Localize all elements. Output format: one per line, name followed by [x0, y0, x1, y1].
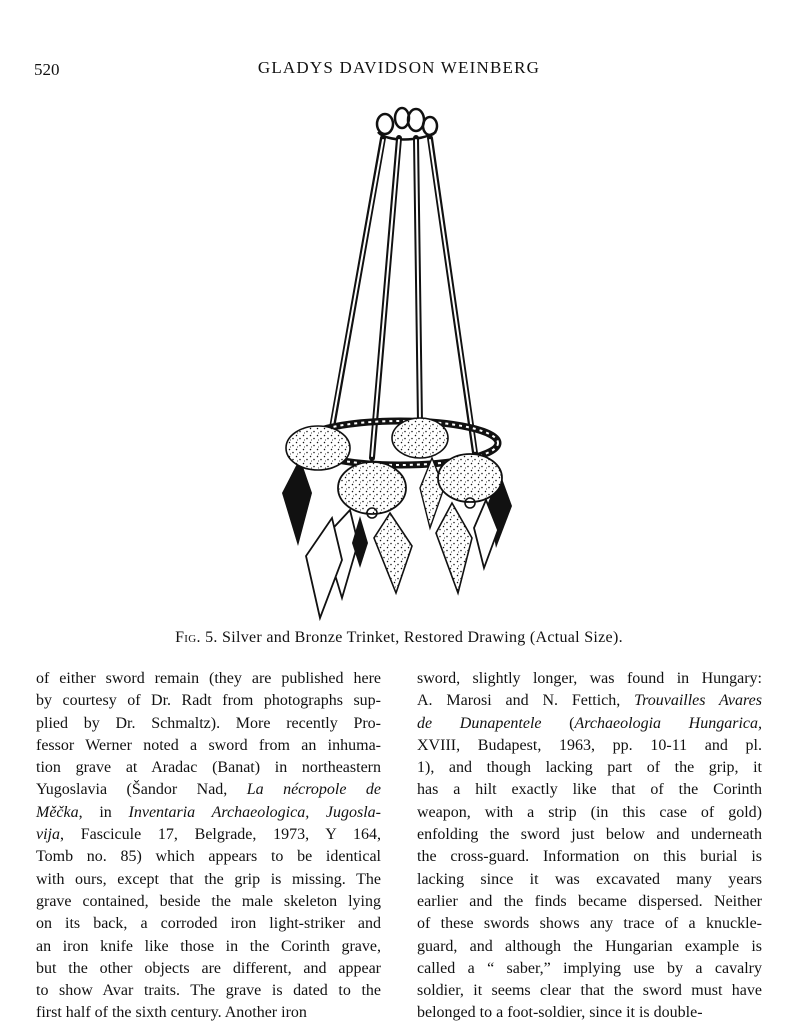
pendant-front-right [436, 454, 502, 593]
suspension-loops [377, 108, 437, 140]
italic-text: Měčka [36, 803, 79, 821]
text-line [417, 690, 762, 712]
text-segment: tion grave at Aradac (Banat) in northeastern [36, 759, 381, 777]
text-line [417, 869, 762, 891]
text-segment: to show Avar traits. The grave is dated to the [36, 982, 381, 1000]
text-segment: enfolding the sword just below and underneath [417, 826, 762, 844]
text-line [417, 713, 762, 735]
text-line [36, 980, 381, 1002]
text-line [36, 735, 381, 757]
text-segment: guard, and although the Hungarian example is [417, 937, 762, 955]
text-segment: fessor Werner noted a sword from an inhuma- [36, 736, 381, 754]
figure-caption-text: Silver and Bronze Trinket, Restored Drawing (Actual Size). [222, 629, 623, 646]
italic-text: vija [36, 826, 60, 844]
text-line [36, 713, 381, 735]
figure-label: Fig. 5. [175, 629, 218, 646]
text-line [417, 846, 762, 868]
text-line [417, 913, 762, 935]
text-segment: A. Marosi and N. Fettich, [417, 692, 635, 710]
text-line [417, 891, 762, 913]
text-segment: with ours, except that the grip is missing. The [36, 870, 381, 888]
text-line [36, 802, 381, 824]
text-segment: has a hilt exactly like that of the Corinth [417, 781, 762, 799]
text-segment: first half of the sixth century. Another iron [36, 1004, 307, 1022]
text-segment: an iron knife like those in the Corinth grave, [36, 937, 381, 955]
text-line [417, 779, 762, 801]
text-line [36, 958, 381, 980]
text-segment: but the other objects are different, and appear [36, 959, 381, 977]
running-head: GLADYS DAVIDSON WEINBERG [257, 58, 541, 77]
text-segment: of either sword remain (they are published here [36, 670, 381, 687]
text-line [36, 936, 381, 958]
text-line [36, 913, 381, 935]
text-segment: by courtesy of Dr. Radt from photographs sup- [36, 692, 381, 710]
text-line [417, 802, 762, 824]
text-line [417, 824, 762, 846]
text-line [36, 757, 381, 779]
text-line [417, 958, 762, 980]
text-line [417, 735, 762, 757]
text-segment: ( [541, 714, 575, 732]
text-segment: grave contained, beside the male skeleton lying [36, 892, 381, 910]
text-segment: belonged to a foot-soldier, since it is double- [417, 1004, 703, 1022]
text-line [36, 891, 381, 913]
italic-text: La nécropole de [246, 781, 381, 799]
text-segment: soldier, it seems clear that the sword must have [417, 982, 762, 1000]
text-segment: the cross-guard. Information on this burial is [417, 848, 762, 866]
italic-text: Archaeologia Hungarica, [574, 714, 763, 732]
figure-caption [0, 629, 798, 647]
body-column-left [36, 668, 381, 1025]
text-segment: plied by Dr. Schmaltz). More recently Pro- [36, 714, 381, 732]
text-segment: 1), and though lacking part of the grip, it [417, 759, 762, 777]
pendant-front-center [324, 462, 412, 598]
italic-text: de Dunapentele [417, 714, 542, 732]
text-segment: , in [78, 803, 129, 821]
text-line [417, 936, 762, 958]
text-line [36, 668, 381, 690]
body-column-right [417, 668, 762, 1025]
text-segment: of these swords shows any trace of a knuckle- [417, 915, 762, 933]
text-line [36, 824, 381, 846]
text-segment: sword, slightly longer, was found in Hungary: [417, 670, 762, 687]
text-segment: XVIII, Budapest, 1963, pp. 10-11 and pl. [417, 736, 762, 754]
text-segment: on its back, a corroded iron light-striker and [36, 915, 381, 933]
text-line [417, 757, 762, 779]
trinket-illustration [260, 98, 540, 628]
text-segment: called a “ saber,” implying use by a cavalry [417, 959, 762, 977]
text-line [417, 1002, 762, 1024]
text-segment: , Fascicule 17, Belgrade, 1973, Y 164, [60, 826, 381, 844]
text-line [36, 1002, 381, 1024]
text-segment: lacking since it was excavated many years [417, 870, 762, 888]
text-line [417, 668, 762, 690]
italic-text: Trouvailles Avares [634, 692, 762, 710]
text-segment: earlier and the finds became dispersed. Neither [417, 892, 762, 910]
text-segment: Tomb no. 85) which appears to be identical [36, 848, 381, 866]
text-line [36, 846, 381, 868]
text-line [36, 779, 381, 801]
text-line [36, 690, 381, 712]
page-number: 520 [34, 60, 60, 79]
italic-text: Inventaria Archaeologica, Jugosla- [128, 803, 381, 821]
text-segment: Yugoslavia (Šandor Nad, [36, 781, 247, 799]
text-segment: weapon, with a strip (in this case of gold) [417, 803, 762, 821]
text-line [417, 980, 762, 1002]
figure-trinket-drawing [260, 98, 540, 628]
text-line [36, 869, 381, 891]
